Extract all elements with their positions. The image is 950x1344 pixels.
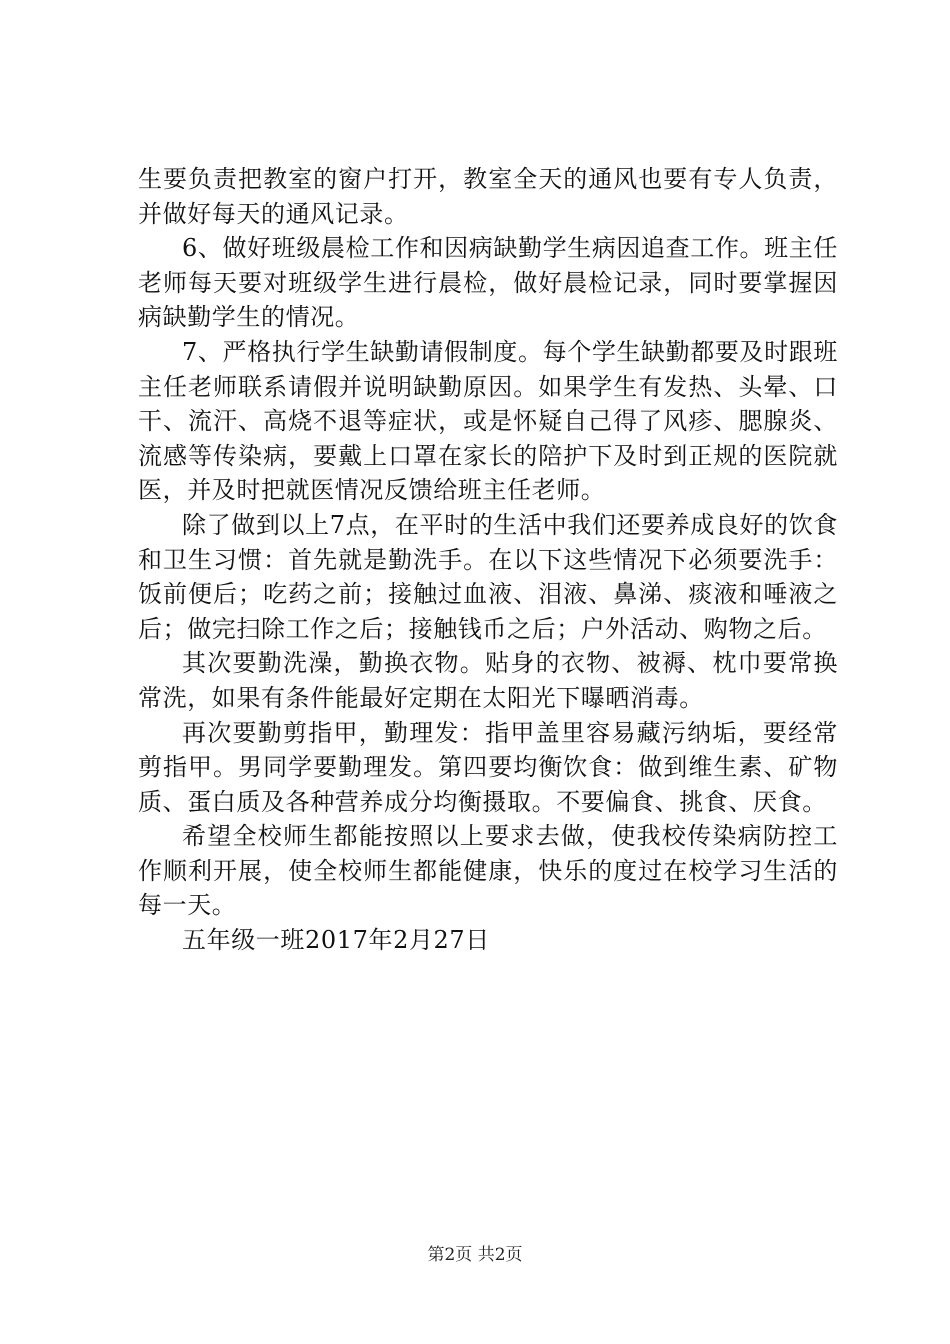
signature-date: 五年级一班2017年2月27日 — [182, 926, 490, 955]
paragraph-morning-check: 6、做好班级晨检工作和因病缺勤学生病因追查工作。班主任老师每天要对班级学生进行晨检，做好晨检记录，同时要掌握因病缺勤学生的情况。 — [138, 234, 838, 332]
paragraph-hand-washing: 除了做到以上7点，在平时的生活中我们还要养成良好的饮食和卫生习惯：首先就是勤洗手。在以下这些情况下必须要洗手：饭前便后；吃药之前；接触过血液、泪液、鼻涕、痰液和唾液之后；做完扫除工作之后；接触钱币之后；户外活动、购物之后。 — [138, 510, 838, 643]
paragraph-ventilation: 生要负责把教室的窗户打开，教室全天的通风也要有专人负责，并做好每天的通风记录。 — [138, 165, 838, 228]
paragraph-bathing: 其次要勤洗澡，勤换衣物。贴身的衣物、被褥、枕巾要常换常洗，如果有条件能最好定期在太阳光下曝晒消毒。 — [138, 649, 838, 712]
document-body — [138, 162, 838, 958]
paragraph-closing: 希望全校师生都能按照以上要求去做，使我校传染病防控工作顺利开展，使全校师生都能健康，快乐的度过在校学习生活的每一天。 — [138, 822, 838, 920]
page-footer: 第2页 共2页 — [427, 1245, 523, 1265]
paragraph-nails-diet: 再次要勤剪指甲，勤理发：指甲盖里容易藏污纳垢，要经常剪指甲。男同学要勤理发。第四要均衡饮食：做到维生素、矿物质、蛋白质及各种营养成分均衡摄取。不要偏食、挑食、厌食。 — [138, 718, 838, 816]
paragraph-leave-policy: 7、严格执行学生缺勤请假制度。每个学生缺勤都要及时跟班主任老师联系请假并说明缺勤原因。如果学生有发热、头晕、口干、流汗、高烧不退等症状，或是怀疑自己得了风疹、腮腺炎、流感等传染病，要戴上口罩在家长的陪护下及时到正规的医院就医，并及时把就医情况反馈给班主任老师。 — [138, 337, 838, 505]
